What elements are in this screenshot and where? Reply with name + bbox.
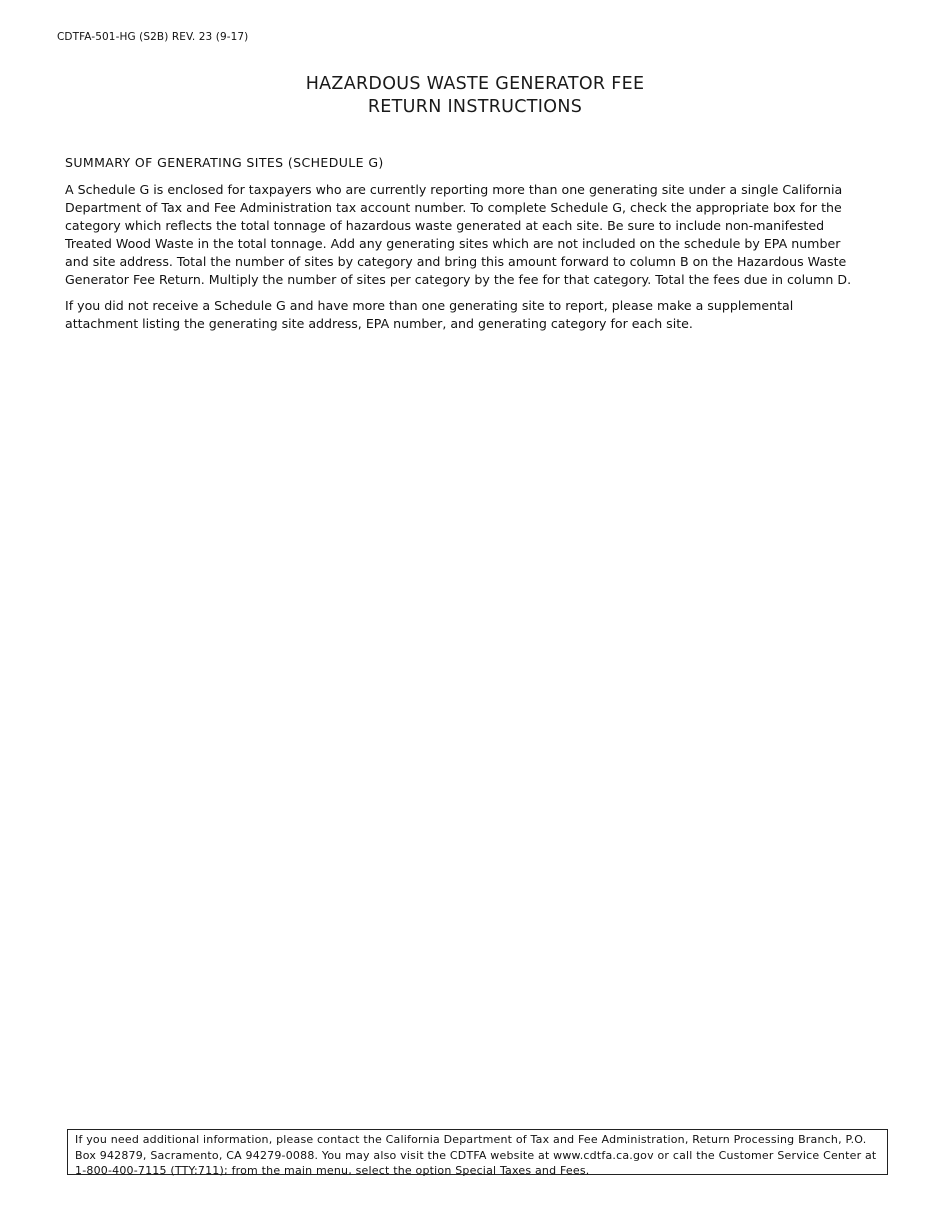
- contact-info-box: If you need additional information, please contact the California Department of Tax and Fee Administration, Return Processing Branch, P.O. Box 942879, Sacramento, CA 94279-0088. You may also visit the CDTFA website at www.cdtfa.ca.gov or call the Customer Service Center at 1-800-400-7115 (TTY:711); from the main menu, select the option Special Taxes and Fees.: [67, 1129, 888, 1175]
- title-line-1: HAZARDOUS WASTE GENERATOR FEE: [305, 74, 645, 94]
- form-id: CDTFA-501-HG (S2B) REV. 23 (9-17): [57, 31, 249, 43]
- page-title: [0, 73, 950, 119]
- section-heading: SUMMARY OF GENERATING SITES (SCHEDULE G): [65, 155, 384, 170]
- paragraph-schedule-g: A Schedule G is enclosed for taxpayers who are currently reporting more than one generating site under a single California Department of Tax and Fee Administration tax account number. To complete Schedule G, check the appropriate box for the category which reflects the total tonnage of hazardous waste generated at each site. Be sure to include non-manifested Treated Wood Waste in the total tonnage. Add any generating sites which are not included on the schedule by EPA number and site address. Total the number of sites by category and bring this amount forward to column B on the Hazardous Waste Generator Fee Return. Multiply the number of sites per category by the fee for that category. Total the fees due in column D.: [65, 182, 852, 287]
- title-line-2: RETURN INSTRUCTIONS: [367, 97, 583, 117]
- paragraph-supplemental: If you did not receive a Schedule G and have more than one generating site to report, please make a supplemental attachment listing the generating site address, EPA number, and generating category for each site.: [65, 298, 794, 331]
- instructions-section: [65, 154, 865, 341]
